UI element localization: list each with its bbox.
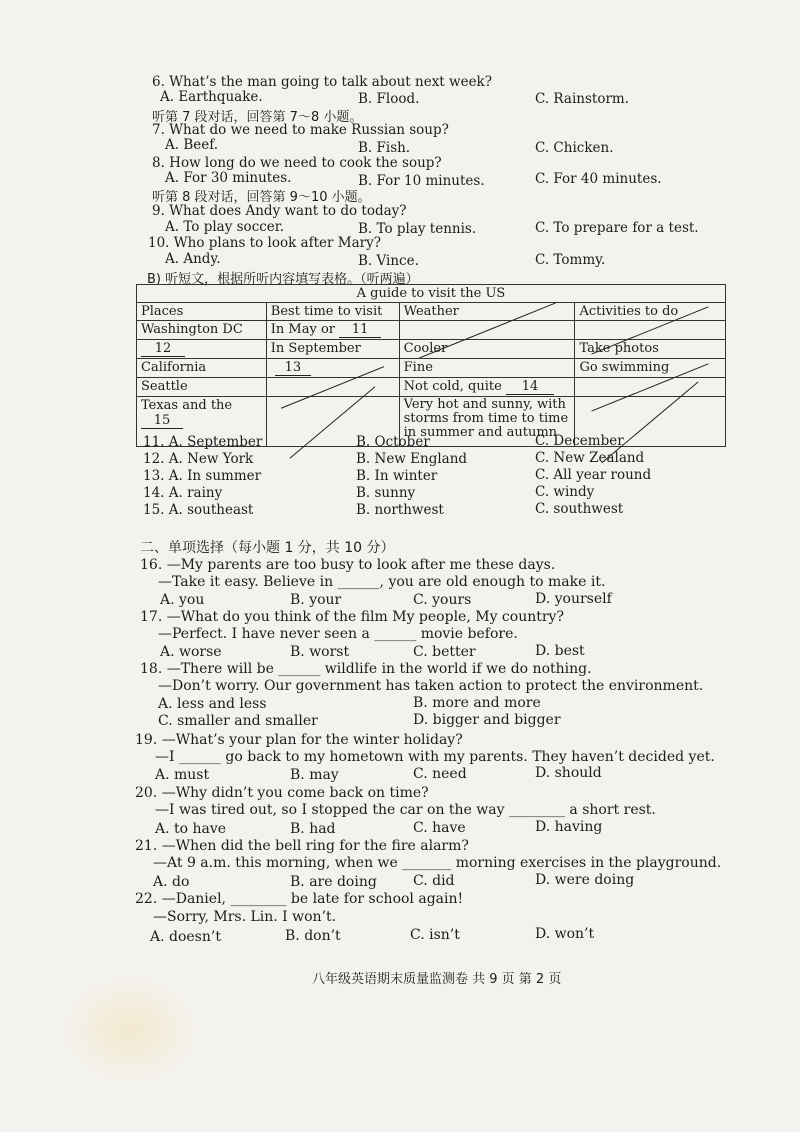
question-10-stem: 10. Who plans to look after Mary? [148,235,381,251]
question-8-stem: 8. How long do we need to cook the soup? [152,155,442,171]
option: B. For 10 minutes. [358,173,485,189]
question-stem: —Take it easy. Believe in ______, you are old enough to make it. [158,574,606,590]
option: A. Beef. [165,137,219,153]
answer-blank: 14 [506,379,554,395]
option: B. New England [356,451,468,467]
question-stem: 16. —My parents are too busy to look after me these days. [140,557,556,573]
paper-stain [60,975,200,1085]
table-cell [266,321,399,340]
option: A. you [160,592,205,608]
option: B. may [290,767,339,783]
option: A. Andy. [165,251,221,267]
option: D. having [535,819,603,835]
option: C. southwest [535,501,624,517]
option: D. should [535,765,602,781]
option: B. Vince. [358,253,419,269]
table-cell [266,378,399,397]
option: D. bigger and bigger [413,712,561,728]
option: C. did [413,873,455,889]
question-stem: —I ______ go back to my hometown with my parents. They haven’t decided yet. [155,749,715,765]
option: A. doesn’t [150,929,221,945]
option: C. New Zealand [535,450,645,466]
page-footer: 八年级英语期末质量监测卷 共 9 页 第 2 页 [312,972,562,987]
answer-blank: 15 [141,413,183,429]
table-header: Weather [399,303,575,321]
cell-text: In May or [270,322,336,337]
option: C. yours [413,592,472,608]
question-stem: 18. —There will be ______ wildlife in the world if we do nothing. [140,661,592,677]
option: C. have [413,820,466,836]
option: B. don’t [285,928,341,944]
table-header: Places [137,303,267,321]
question-7-stem: 7. What do we need to make Russian soup? [152,122,449,138]
table-cell: Very hot and sunny, with storms from time to time in summer and autumn [399,397,575,447]
option: B. To play tennis. [358,221,477,237]
table-header: Activities to do [575,303,726,321]
option: B. worst [290,644,350,660]
option: A. do [153,874,190,890]
option: B. sunny [356,485,416,501]
table-cell: In September [266,340,399,359]
instruction: 听第 7 段对话，回答第 7～8 小题。 [152,110,363,125]
table-row [137,321,726,340]
question-stem: —I was tired out, so I stopped the car on the way ________ a short rest. [155,802,656,818]
option: B. are doing [290,874,377,890]
table-cell [399,321,575,340]
option: B. had [290,821,336,837]
option: C. smaller and smaller [158,713,318,729]
table-cell [575,321,726,340]
table-cell: Fine [399,359,575,378]
option: D. best [535,643,585,659]
answer-blank: 13 [275,360,311,376]
option: B. your [290,592,342,608]
option: C. For 40 minutes. [535,171,662,187]
option: C. Tommy. [535,252,606,268]
question-stem: 20. —Why didn’t you come back on time? [135,785,429,801]
section-2-heading: 二、单项选择（每小题 1 分，共 10 分） [140,540,395,556]
option: A. Earthquake. [160,89,263,105]
option: B. northwest [356,502,444,518]
cell-text: Not cold, quite [403,379,502,394]
table-cell: Go swimming [575,359,726,378]
cell-text: Texas and the [141,398,233,413]
option: 11. A. September [143,434,263,450]
option: D. were doing [535,872,635,888]
option: 12. A. New York [143,451,254,467]
question-stem: 21. —When did the bell ring for the fire alarm? [135,838,469,854]
answer-blank: 11 [339,322,381,338]
table-cell: Seattle [137,378,267,397]
table-cell [575,378,726,397]
option: B. more and more [413,695,541,711]
option: A. must [155,767,210,783]
option: D. yourself [535,591,612,607]
option: B. Fish. [358,140,411,156]
question-stem: —Perfect. I have never seen a ______ movie before. [158,626,518,642]
table-row [137,378,726,397]
option: C. better [413,644,476,660]
option: C. need [413,766,467,782]
option: C. December [535,433,624,449]
table-row [137,340,726,359]
instruction: 听第 8 段对话，回答第 9～10 小题。 [152,190,371,205]
option: B. In winter [356,468,438,484]
table-cell: Cooler [399,340,575,359]
table-row [137,359,726,378]
option: D. won’t [535,926,595,942]
question-stem: 17. —What do you think of the film My people, My country? [140,609,564,625]
table-header-row [137,303,726,321]
table-cell: Washington DC [137,321,267,340]
option: C. Chicken. [535,140,614,156]
guide-table [136,284,726,447]
option: C. Rainstorm. [535,91,629,107]
question-stem: 22. —Daniel, ________ be late for school again! [135,891,464,907]
option: C. All year round [535,467,652,483]
question-stem: —At 9 a.m. this morning, when we _______ morning exercises in the playground. [153,855,722,871]
question-6-stem: 6. What’s the man going to talk about next week? [152,74,492,90]
option: B. Flood. [358,91,420,107]
option: C. To prepare for a test. [535,220,699,236]
answer-blank: 12 [141,341,185,357]
option: B. October [356,434,430,450]
table-title: A guide to visit the US [137,285,726,303]
option: A. to have [155,821,227,837]
option: C. windy [535,484,595,500]
table-header: Best time to visit [266,303,399,321]
option: 15. A. southeast [143,502,254,518]
question-stem: —Sorry, Mrs. Lin. I won’t. [153,909,337,925]
table-cell [137,340,267,359]
option: A. worse [160,644,222,660]
option: A. For 30 minutes. [165,170,292,186]
option: 13. A. In summer [143,468,262,484]
question-stem: —Don’t worry. Our government has taken action to protect the environment. [158,678,704,694]
table-cell: California [137,359,267,378]
option: C. isn’t [410,927,460,943]
question-stem: 19. —What’s your plan for the winter holiday? [135,732,463,748]
option: 14. A. rainy [143,485,223,501]
section-b-heading: B) 听短文，根据所听内容填写表格。（听两遍） [147,272,419,287]
option: A. less and less [158,696,267,712]
table-cell [399,378,575,397]
question-9-stem: 9. What does Andy want to do today? [152,203,407,219]
option: A. To play soccer. [165,219,285,235]
table-cell: Take photos [575,340,726,359]
